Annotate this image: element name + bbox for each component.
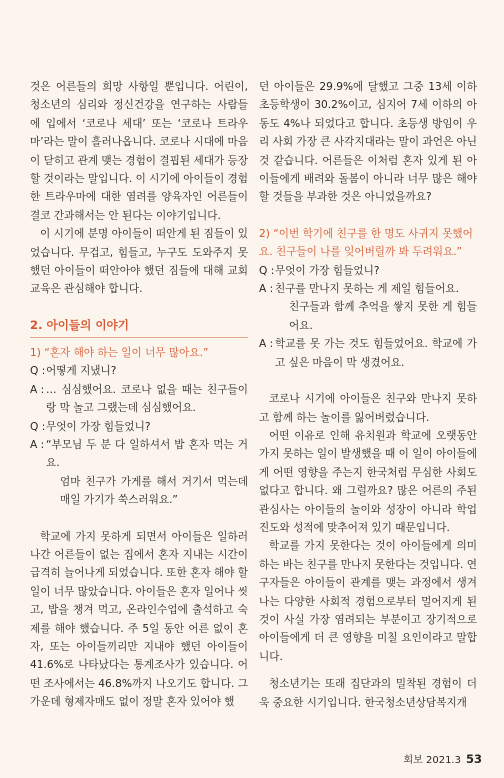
qa-line [30, 362, 248, 380]
qa-line [30, 418, 248, 436]
page-number: 53 [465, 752, 482, 766]
qa-key: A : [30, 438, 45, 451]
qa-key: Q : [259, 264, 275, 277]
paragraph: 던 아이들은 29.9%에 달했고 그중 13세 이하 초등학생이 30.2%이고, 심지어 7세 이하의 아동도 4%나 되었다고 합니다. 초등생 방임이 우리 사회 가장 큰 사각지대라는 말이 과언은 아닌 것 같습니다. 어른들은 이처럼 혼자 있게 된 아이들에게 배려와 돌봄이 아니라 너무 많은 해야 할 것들을 부과한 것은 아니었을까요? [259, 81, 478, 204]
qa-key: A : [30, 383, 45, 396]
qa-value: “부모님 두 분 다 일하셔서 밥 혼자 먹는 거요. [46, 438, 248, 470]
paragraph: 어떤 이유로 인해 유치원과 학교에 오랫동안 가지 못하는 일이 발생했을 때 이 일이 아이들에게 어떤 영향을 주는지 한국처럼 무심한 사회도 없다고 합니다. 왜 그럴까요? 많은 어른의 주된 관심사는 아이들의 놀이와 성장이 아니라 학업 진도와 성적에 맞추어져 있기 때문입니다. [259, 429, 478, 534]
qa-line [259, 335, 477, 372]
qa-line [30, 436, 248, 473]
qa-line [259, 280, 477, 298]
qa-key: Q : [30, 420, 46, 433]
qa-key: A : [259, 283, 274, 296]
paragraph: 학교를 가지 못한다는 것이 아이들에게 의미하는 바는 친구를 만나지 못한다는 것입니다. 연구자들은 아이들이 관계를 맺는 과정에서 생겨나는 다양한 사회적 경험으로부터 멀어지게 된 것이 사실 가장 염려되는 부분이고 장기적으로 아이들에게 더 큰 영향을 미칠 요인이라고 말합니다. [259, 540, 478, 663]
paragraph: 코로나 시기에 아이들은 친구와 만나지 못하고 함께 하는 놀이를 잃어버렸습니다. [259, 393, 477, 424]
page-footer [403, 751, 482, 766]
right-column [259, 78, 477, 712]
qa-key: Q : [30, 365, 46, 378]
paragraph: 청소년기는 또래 집단과의 밀착된 경험이 더욱 중요한 시기입니다. 한국청소년상담복지개 [259, 678, 477, 709]
qa-value: 어떻게 지냈니? [46, 365, 117, 378]
magazine-issue-label: 회보 2021.3 [403, 755, 461, 766]
qa-continuation: 친구들과 함께 추억을 쌓지 못한 게 힘들어요. [289, 301, 477, 332]
qa-value: 친구를 만나지 못하는 게 제일 힘들어요. [275, 283, 459, 296]
qa-line [30, 381, 248, 418]
left-column [30, 78, 248, 712]
paragraph: 것은 어른들의 희망 사항일 뿐입니다. 어린이, 청소년의 심리와 정신건강을 연구하는 사람들에 입에서 ‘코로나 세대’ 또는 ‘코로나 트라우마’라는 말이 흘러나옵니다. 코로나 시대에 마음이 닫히고 관계 맺는 경험이 결핍된 세대가 등장할 것이라는 말입니다. 이 시기에 아이들이 경험한 트라우마에 대한 염려를 양육자인 어른들이 결코 간과해서는 안 된다는 이야기입니다. [30, 81, 249, 222]
qa-continuation: 엄마 친구가 가게를 해서 거기서 먹는데 매일 가기가 쑥스러워요.” [60, 475, 248, 507]
qa-key: A : [259, 338, 274, 351]
paragraph: 학교에 가지 못하게 되면서 아이들은 일하러 나간 어른들이 없는 집에서 혼자 지내는 시간이 급격히 늘어나게 되었습니다. 또한 혼자 해야 할 일이 너무 많았습니다. 아이들은 혼자 일어나 씻고, 밥을 챙겨 먹고, 온라인수업에 출석하고 숙제를 해야 했습니다. 주 5일 동안 어른 없이 혼자, 또는 아이들끼리만 지내야 했던 아이들이 41.6%로 나타났다는 통계조사가 있습니다. 어떤 조사에서는 46.8%까지 나오기도 합니다. 그 가운데 형제자매도 없이 정말 혼자 있어야 했 [30, 530, 249, 709]
qa-value: 무엇이 가장 힘들었니? [46, 420, 151, 433]
subheading: 2) “이번 학기에 친구를 한 명도 사귀지 못했어요. 친구들이 나를 잊어버릴까 봐 두려워요.” [259, 227, 473, 259]
qa-line [259, 262, 477, 280]
qa-value: 무엇이 가장 힘들었니? [275, 264, 380, 277]
qa-value: … 심심했어요. 코로나 없을 때는 친구들이랑 막 놀고 그랬는데 심심했어요. [46, 383, 248, 415]
section-heading: 2. 아이들의 이야기 [30, 317, 248, 338]
qa-value: 학교를 못 가는 것도 힘들었어요. 학교에 가고 싶은 마음이 막 생겼어요. [275, 338, 477, 369]
paragraph: 이 시기에 분명 아이들이 떠안게 된 짐들이 있었습니다. 무겁고, 힘들고, 누구도 도와주지 못했던 아이들이 떠안아야 했던 짐들에 대해 교회 교육은 관심해야 합니다. [30, 228, 248, 296]
subheading: 1) “혼자 해야 하는 일이 너무 많아요.” [30, 346, 209, 359]
